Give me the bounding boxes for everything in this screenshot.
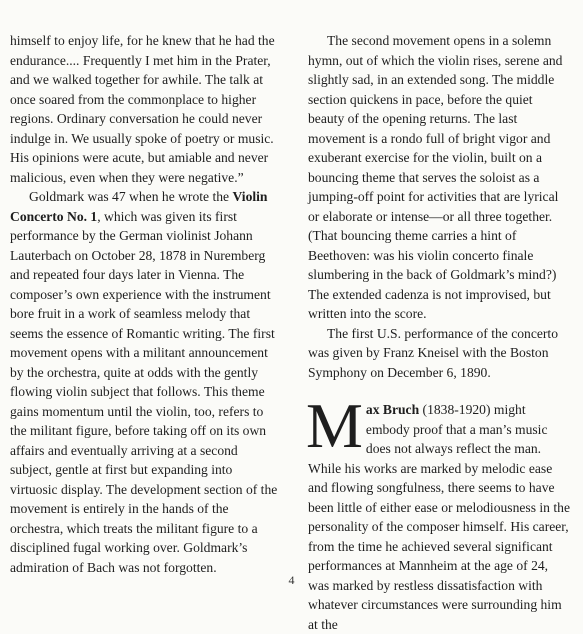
work-title: Violin Concerto No. 1: [10, 189, 268, 224]
left-column: [10, 31, 278, 577]
paragraph-second-movement: [308, 31, 571, 324]
paragraph-text: himself to enjoy life, for he knew that he had the endurance.... Frequently I met him in the Prater, and we walked together for awhile. The talk at once soared from the commonplace to higher regions. Ordinary conversation he could never indulge in. We usually spoke of poetry or music. His opinions were acute, but amiable and never malicious, even when they were negative.”: [10, 33, 275, 185]
paragraph-quote-ending: [10, 31, 278, 187]
paragraph-text-lead: Goldmark was 47 when he wrote the: [29, 189, 233, 204]
page-number: 4: [288, 573, 295, 587]
paragraph-text: The second movement opens in a solemn hymn, out of which the violin rises, serene and slightly sad, in an extended song. The middle section quickens in pace, before the quiet beauty of the opening returns. The last movement is a rondo full of bright vigor and exuberant exercise for the violin, built on a bouncing theme that serves the soloist as a jumping-off point for activities that are lyrical or elaborate or intense—or all three together. (That bouncing theme carries a hint of Beethoven: was his violin concerto finale slumbering in the back of Goldmark’s mind?) The extended cadenza is not improvised, but written into the score.: [308, 33, 563, 321]
paragraph-text-rest: , which was given its first performance by the German violinist Johann Lauterbach on October 28, 1878 in Nuremberg and repeated four days later in Vienna. The composer’s own experience with the instrument bore fruit in a work of seamless melody that seems the essence of Romantic writing. The first movement opens with a militant announcement by the orchestra, quite at odds with the gently flowing violin subject that follows. This theme gains momentum until the violin, too, refers to the militant figure, before taking off on its own affairs and eventually arriving at a second subject, gentle at first but expanding into virtuosic display. The development section of the movement is entirely in the hands of the orchestra, which treats the militant figure to a disciplined fugal working over. Goldmark’s admiration of Bach was not forgotten.: [10, 208, 278, 575]
right-column: [308, 31, 571, 634]
composer-name: ax Bruch: [365, 402, 420, 417]
drop-cap: M: [306, 390, 363, 461]
paragraph-violin-concerto: [10, 187, 278, 577]
paragraph-text: The first U.S. performance of the concerto was given by Franz Kneisel with the Boston Symphony on December 6, 1890.: [308, 325, 559, 380]
paragraph-us-premiere: [308, 324, 571, 383]
paragraph-text: (1838-1920) might embody proof that a man’s music does not always reflect the man. While his works are marked by melodic ease and flowing songfulness, there seems to have been little of either ease or melodiousness in the personality of the composer himself. His career, from the time he achieved several significant performances at Mannheim at the age of 24, was marked by restless dissatisfaction with whatever circumstances were surrounding him at the: [308, 402, 570, 632]
